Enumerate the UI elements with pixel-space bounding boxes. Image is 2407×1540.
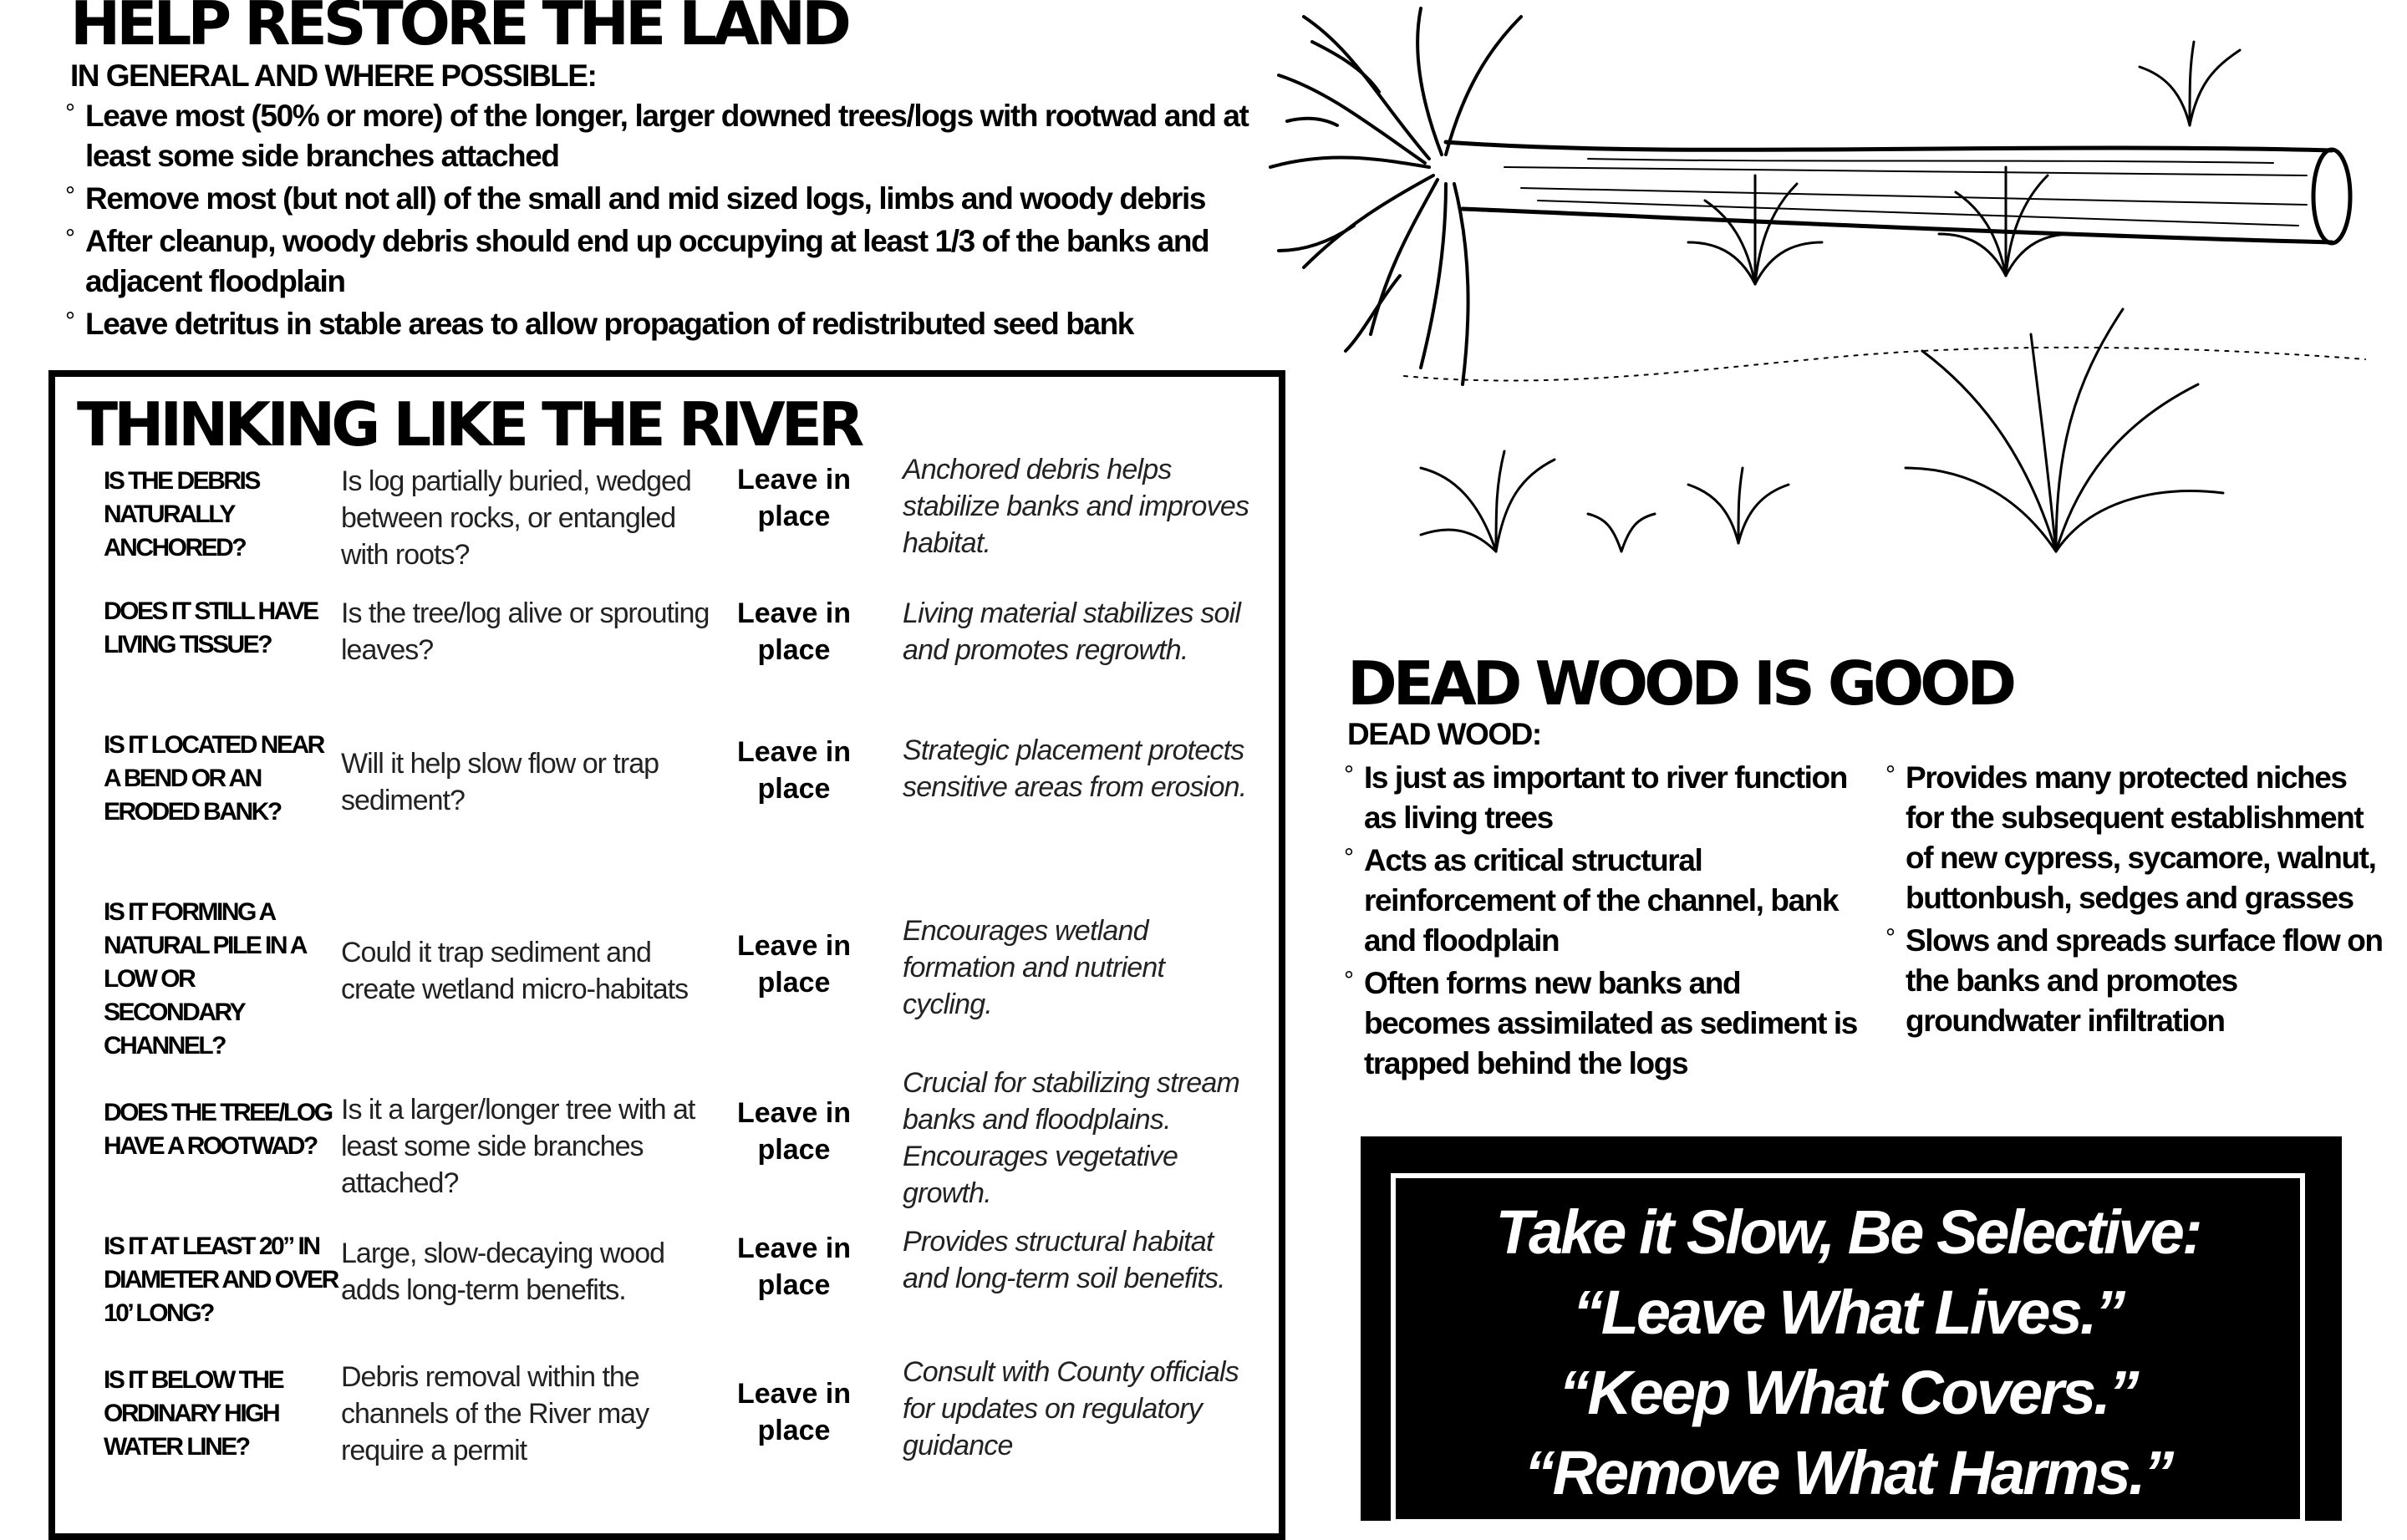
- bullet: °: [1885, 924, 1895, 952]
- slogan-frame: [1391, 1173, 2305, 1524]
- list-item: ° Leave detritus in stable areas to allow propagation of redistributed seed bank: [65, 302, 1252, 344]
- row-detail: Large, slow-decaying wood adds long-term benefits.: [341, 1238, 665, 1306]
- bullet: °: [1344, 967, 1353, 994]
- row-action: Leave in place: [736, 464, 852, 532]
- rootwad-icon: [1270, 8, 1521, 384]
- row-action: Leave in place: [736, 1097, 852, 1166]
- row-reason: Anchored debris helps stabilize banks and improves habitat.: [903, 454, 1249, 559]
- bullet: °: [65, 182, 74, 210]
- row-question: IS IT FORMING A NATURAL PILE IN A LOW OR SECONDARY CHANNEL?: [104, 898, 305, 1060]
- list-item: ° Acts as critical structural reinforcement of the channel, bank and floodplain: [1344, 838, 1862, 961]
- row-detail: Will it help slow flow or trap sediment?: [341, 748, 659, 816]
- row-question: IS THE DEBRIS NATURALLY ANCHORED?: [104, 467, 259, 562]
- bullet: °: [65, 225, 74, 252]
- log-icon: [1446, 142, 2350, 243]
- row-question: DOES IT STILL HAVE LIVING TISSUE?: [104, 597, 318, 658]
- help-list: [65, 94, 1252, 344]
- row-question: IS IT LOCATED NEAR A BEND OR AN ERODED BANK?: [104, 731, 323, 826]
- bullet: °: [1885, 761, 1895, 789]
- list-item: ° Leave most (50% or more) of the longer, larger downed trees/logs with rootwad and at least some side branches attached: [65, 94, 1252, 176]
- row-question: IS IT BELOW THE ORDINARY HIGH WATER LINE?: [104, 1366, 283, 1461]
- slogan-line: “Keep What Covers.”: [1559, 1358, 2137, 1427]
- help-subtitle: IN GENERAL AND WHERE POSSIBLE:: [70, 58, 597, 93]
- slogan-box: [1361, 1136, 2342, 1521]
- bullet: °: [1344, 761, 1353, 789]
- river-title: THINKING LIKE THE RIVER: [77, 389, 861, 460]
- bullet: °: [1344, 844, 1353, 872]
- row-action: Leave in place: [736, 1378, 852, 1446]
- dead-wood-list-right: [1885, 755, 2387, 1041]
- grass-icon: [1421, 42, 2240, 551]
- row-reason: Living material stabilizes soil and promotes regrowth.: [903, 597, 1241, 666]
- row-detail: Debris removal within the channels of the River may require a permit: [341, 1361, 649, 1466]
- list-item: ° Remove most (but not all) of the small and mid sized logs, limbs and woody debris: [65, 176, 1252, 219]
- list-item: ° Often forms new banks and becomes assimilated as sediment is trapped behind the logs: [1344, 961, 1862, 1084]
- row-action: Leave in place: [736, 597, 852, 666]
- list-item: ° Provides many protected niches for the subsequent establishment of new cypress, sycamore, walnut, buttonbush, sedges and grasses: [1885, 755, 2387, 918]
- dead-wood-list-left: [1344, 755, 1862, 1084]
- row-question: DOES THE TREE/LOG HAVE A ROOTWAD?: [104, 1099, 332, 1160]
- row-detail: Is log partially buried, wedged between rocks, or entangled with roots?: [341, 465, 691, 571]
- bullet: °: [65, 99, 74, 127]
- row-reason: Consult with County officials for updates on regulatory guidance: [903, 1356, 1239, 1461]
- slogan-heading: Take it Slow, Be Selective:: [1495, 1197, 2201, 1267]
- row-detail: Is it a larger/longer tree with at least some side branches attached?: [341, 1094, 695, 1199]
- help-title: HELP RESTORE THE LAND: [70, 0, 847, 58]
- row-reason: Provides structural habitat and long-term soil benefits.: [903, 1226, 1225, 1294]
- row-question: IS IT AT LEAST 20” IN DIAMETER AND OVER 10’ LONG?: [104, 1233, 338, 1327]
- row-reason: Strategic placement protects sensitive areas from erosion.: [903, 734, 1247, 803]
- fallen-log-illustration: [1254, 0, 2374, 585]
- row-detail: Could it trap sediment and create wetland micro-habitats: [341, 937, 689, 1005]
- row-reason: Crucial for stabilizing stream banks and floodplains. Encourages vegetative growth.: [903, 1067, 1240, 1209]
- row-action: Leave in place: [736, 930, 852, 999]
- row-action: Leave in place: [736, 1233, 852, 1301]
- bullet: °: [65, 307, 74, 335]
- list-item: ° Slows and spreads surface flow on the banks and promotes groundwater infiltration: [1885, 918, 2387, 1041]
- slogan-line: “Leave What Lives.”: [1572, 1278, 2124, 1347]
- dead-wood-subtitle: DEAD WOOD:: [1347, 717, 1541, 751]
- dead-wood-title: DEAD WOOD IS GOOD: [1347, 648, 2013, 719]
- list-item: ° Is just as important to river function as living trees: [1344, 755, 1862, 838]
- slogan-line: “Remove What Harms.”: [1524, 1438, 2172, 1507]
- list-item: ° After cleanup, woody debris should end up occupying at least 1/3 of the banks and adjacent floodplain: [65, 219, 1252, 302]
- row-reason: Encourages wetland formation and nutrient cycling.: [903, 915, 1165, 1020]
- row-action: Leave in place: [736, 736, 852, 805]
- row-detail: Is the tree/log alive or sprouting leaves?: [341, 597, 710, 666]
